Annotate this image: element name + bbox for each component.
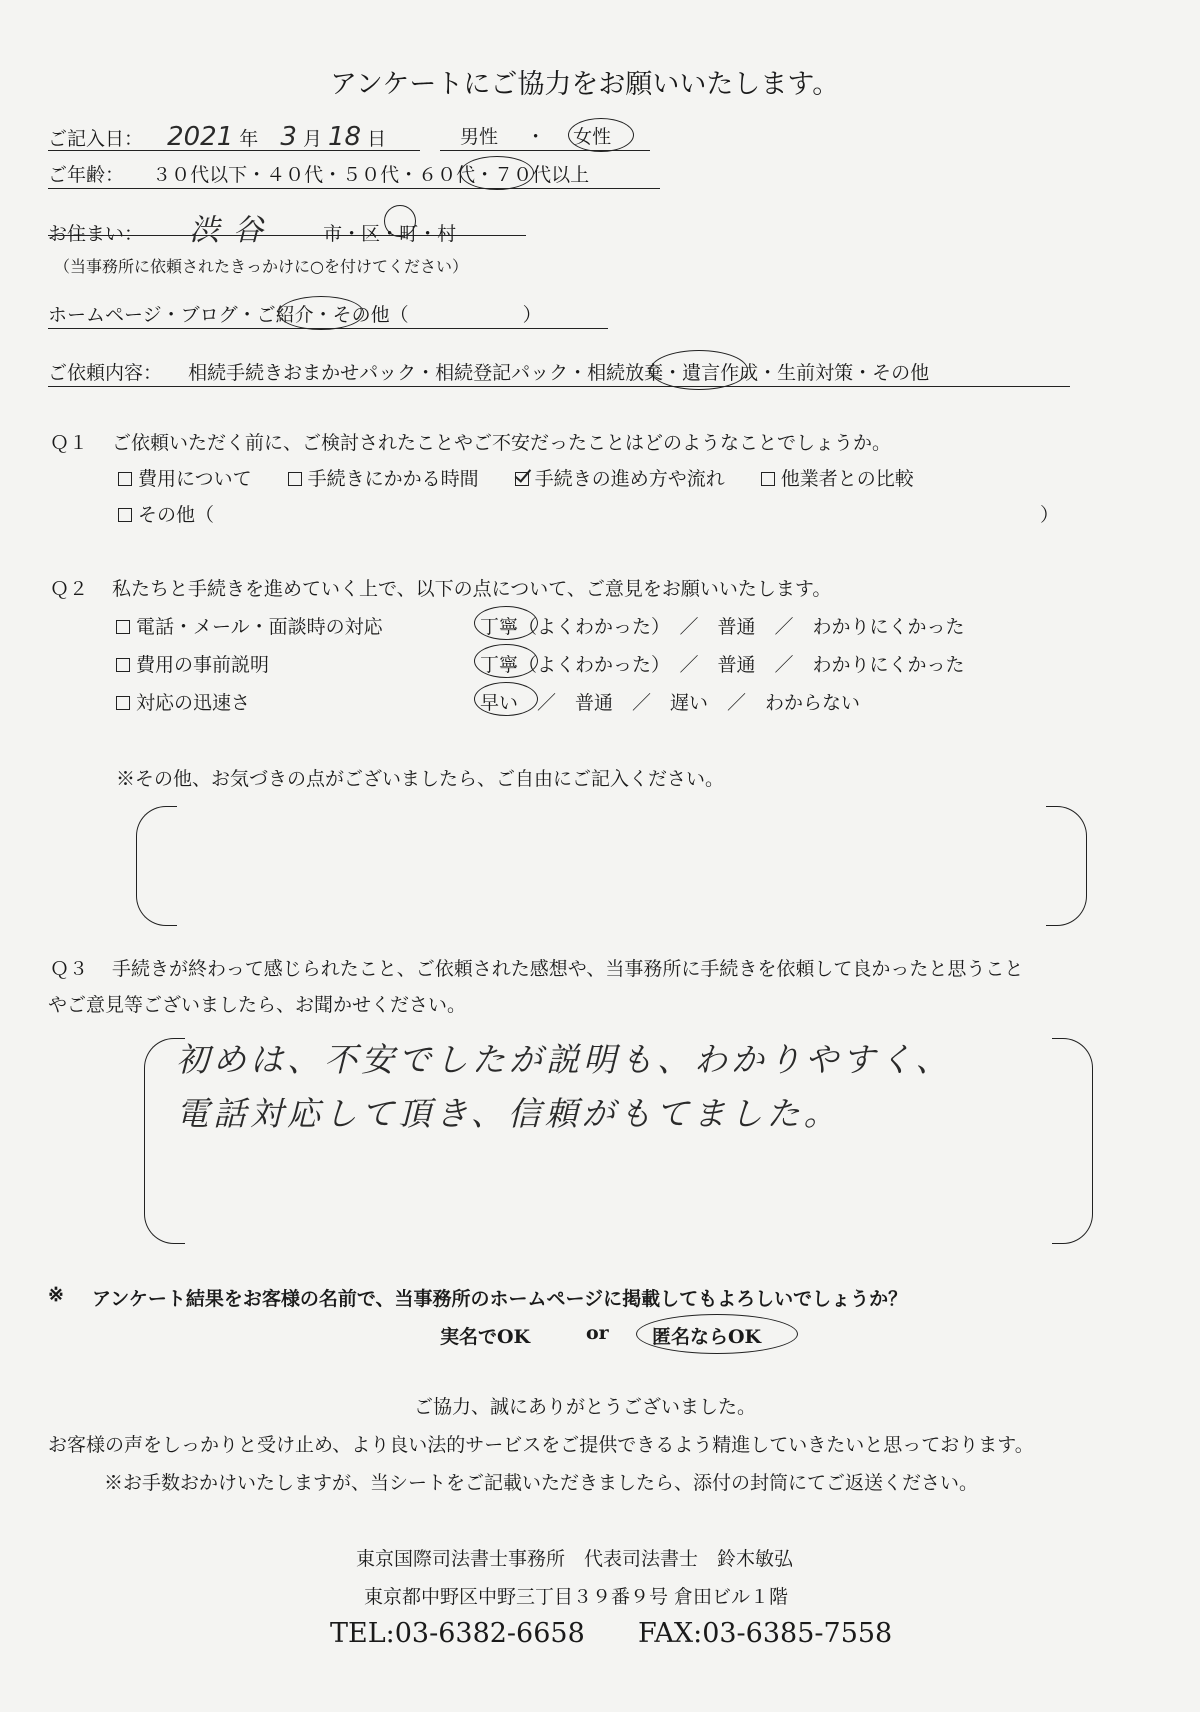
q1-checkbox-compare[interactable]	[761, 472, 775, 486]
footer-office: 東京国際司法書士事務所 代表司法書士 鈴木敏弘	[356, 1548, 794, 1570]
gender-sep: ・	[526, 126, 546, 148]
q1-options-row2	[118, 500, 214, 527]
q2-num: Ｑ２	[50, 578, 89, 600]
q1-text: ご依頼いただく前に、ご検討されたことやご不安だったことはどのようなことでしょうか。	[112, 432, 892, 454]
q3-answer-box-right	[1052, 1038, 1093, 1244]
q2-row-speed	[116, 688, 250, 715]
q2-speed-circle	[474, 682, 538, 716]
date-day: 18	[328, 122, 362, 152]
q3-text2: やご意見等ございましたら、お聞かせください。	[48, 994, 467, 1016]
q1-other-close: ）	[1040, 504, 1060, 526]
residence-options: 市・区・町・村	[323, 223, 457, 245]
q2-comment-box-right	[1046, 806, 1087, 926]
closing-line2: お客様の声をしっかりと受け止め、より良い法的サービスをご提供できるよう精進していきたいと思っております。	[48, 1434, 1034, 1456]
q2-opts-speed: 早い ／ 普通 ／ 遅い ／ わからない	[480, 692, 861, 714]
q3-answer-line2: 電話対応して頂き、信頼がもてました。	[176, 1094, 841, 1133]
consent-or: or	[586, 1322, 609, 1344]
gender-female: 女性	[573, 126, 612, 148]
age-label: ご年齢：	[48, 164, 125, 186]
gender-male: 男性	[460, 126, 499, 148]
residence-value: 渋谷	[189, 213, 278, 248]
date-year-unit: 年	[239, 128, 259, 150]
referral-circle	[278, 296, 364, 330]
q1-opt-time: 手続きにかかる時間	[307, 468, 479, 490]
consent-text: アンケート結果をお客様の名前で、当事務所のホームページに掲載してもよろしいでしょうか？	[92, 1288, 908, 1310]
consent-mark: ※	[48, 1284, 64, 1306]
request-label: ご依頼内容：	[48, 362, 163, 384]
q3-num: Ｑ３	[50, 958, 89, 980]
date-label: ご記入日：	[48, 128, 144, 150]
q2-contact-circle	[474, 606, 538, 640]
q2-opts-contact: 丁寧（よくわかった） ／ 普通 ／ わかりにくかった	[480, 616, 965, 638]
q2-checkbox-contact[interactable]	[116, 620, 130, 634]
residence-label: お住まい：	[48, 223, 144, 245]
consent-opt-realname: 実名でOK	[440, 1326, 531, 1348]
q2-label-speed: 対応の迅速さ	[136, 692, 251, 714]
footer-fax: FAX:03-6385-7558	[638, 1618, 893, 1649]
age-circle	[460, 156, 534, 190]
q1-checkbox-other[interactable]	[118, 508, 132, 522]
ward-circle	[384, 205, 416, 237]
anonymous-circle	[636, 1314, 798, 1354]
age-field	[48, 160, 660, 189]
q1-opt-process: 手続きの進め方や流れ	[534, 468, 725, 490]
q2-comment-box-left	[136, 806, 177, 926]
q3-answer-line1: 初めは、不安でしたが説明も、わかりやすく、	[176, 1040, 953, 1079]
q2-opts-cost: 丁寧（よくわかった） ／ 普通 ／ わかりにくかった	[480, 654, 965, 676]
trigger-options: ホームページ・ブログ・ご紹介・その他（ ）	[48, 300, 608, 329]
q2-row-cost	[116, 650, 269, 677]
q2-text: 私たちと手続きを進めていく上で、以下の点について、ご意見をお願いいたします。	[112, 578, 832, 600]
residence-field	[48, 205, 526, 248]
request-options: 相続手続きおまかせパック・相続登記パック・相続放棄・遺言作成・生前対策・その他	[188, 362, 930, 384]
trigger-note: （当事務所に依頼されたきっかけに○を付けてください）	[54, 257, 468, 276]
q2-checkbox-speed[interactable]	[116, 696, 130, 710]
date-day-unit: 日	[367, 128, 387, 150]
date-month: 3	[280, 122, 297, 152]
q1-opt-other: その他（	[138, 504, 215, 526]
age-options: ３０代以下・４０代・５０代・６０代・７０代以上	[152, 164, 590, 186]
q2-note: ※その他、お気づきの点がございましたら、ご自由にご記入ください。	[116, 768, 725, 790]
q1-num: Ｑ１	[50, 432, 89, 454]
q2-row-contact	[116, 612, 383, 639]
renunciation-circle	[650, 350, 748, 390]
q1-opt-compare: 他業者との比較	[780, 468, 914, 490]
q2-checkbox-cost[interactable]	[116, 658, 130, 672]
q3-text1: 手続きが終わって感じられたこと、ご依頼された感想や、当事務所に手続きを依頼して良かったと思うこと	[112, 958, 1024, 980]
closing-line1: ご協力、誠にありがとうございました。	[414, 1396, 757, 1418]
q1-options-row1	[118, 464, 914, 491]
q1-checkbox-time[interactable]	[288, 472, 302, 486]
female-circle	[568, 118, 634, 152]
closing-line3: ※お手数おかけいたしますが、当シートをご記載いただきましたら、添付の封筒にてご返送ください。	[104, 1472, 979, 1494]
q1-checkbox-process[interactable]	[515, 472, 529, 486]
date-field	[48, 122, 420, 151]
footer-address: 東京都中野区中野三丁目３９番９号 倉田ビル１階	[364, 1586, 789, 1608]
q1-opt-cost: 費用について	[138, 468, 252, 490]
request-field	[48, 358, 1070, 387]
date-month-unit: 月	[302, 128, 322, 150]
footer-tel: TEL:03-6382-6658	[330, 1618, 585, 1649]
q2-label-contact: 電話・メール・面談時の対応	[136, 616, 383, 638]
date-year: 2021	[167, 122, 234, 152]
page-title: アンケートにご協力をお願いいたします。	[330, 69, 840, 100]
q2-cost-circle	[474, 644, 538, 678]
consent-opt-anonymous: 匿名ならOK	[652, 1326, 762, 1348]
q2-label-cost: 費用の事前説明	[136, 654, 270, 676]
q1-checkbox-cost[interactable]	[118, 472, 132, 486]
